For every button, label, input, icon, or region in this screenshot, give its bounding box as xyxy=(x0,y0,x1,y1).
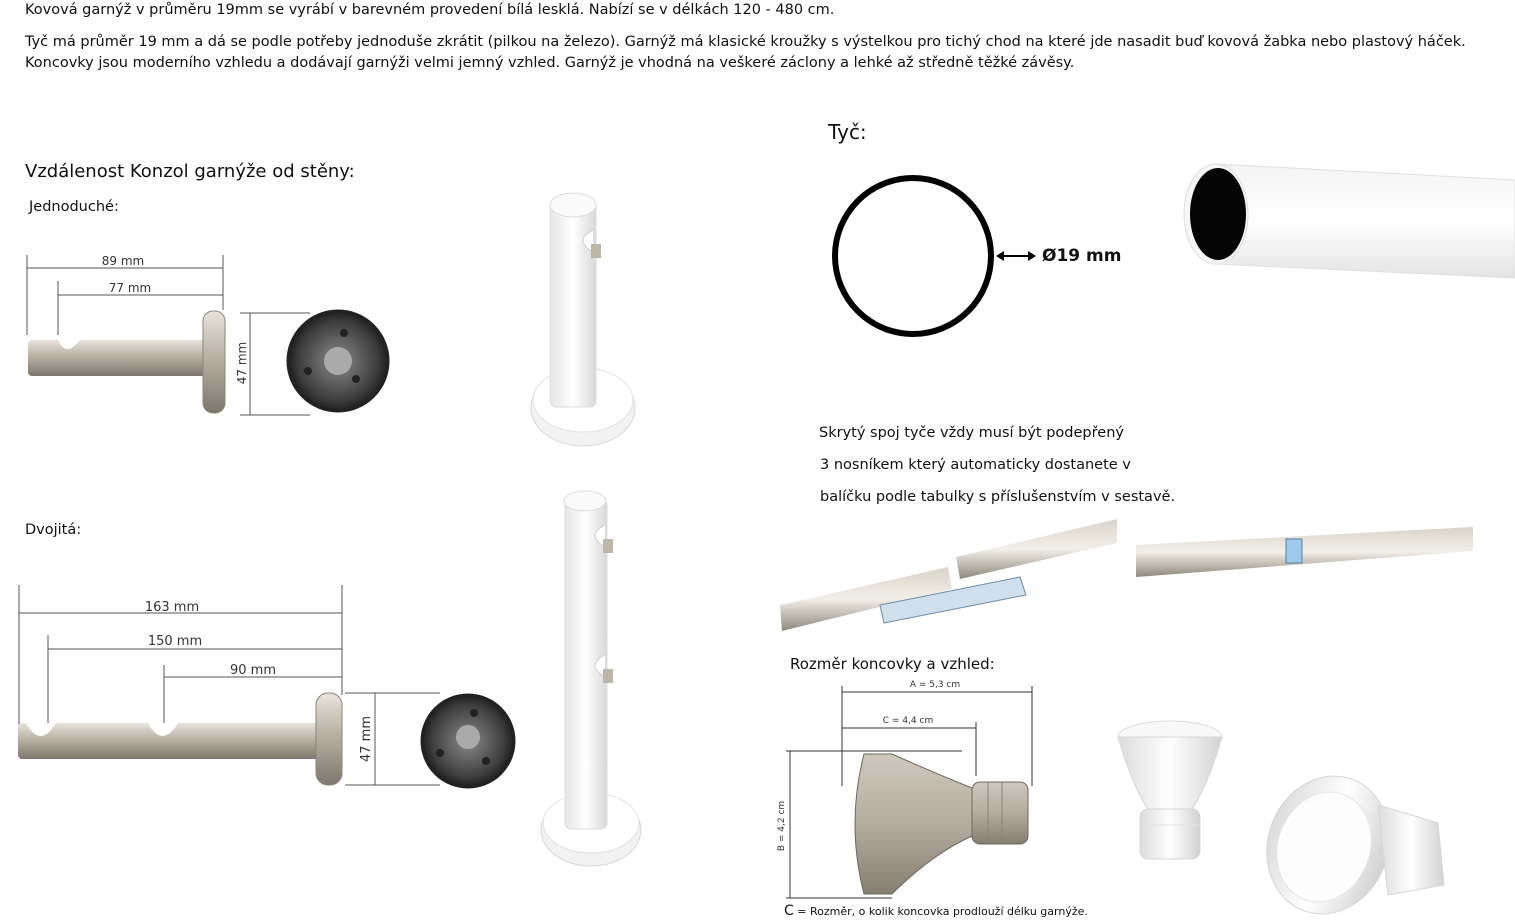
finial-photo xyxy=(1108,705,1453,920)
rod-joint-photo-closed xyxy=(1136,525,1476,585)
brackets-heading: Vzdálenost Konzol garnýže od stěny: xyxy=(25,161,355,182)
single-bracket-diagram xyxy=(18,245,398,425)
joint-note-line-1: Skrytý spoj tyče vždy musí být podepřený xyxy=(819,425,1124,441)
finial-caption-text: = Rozměr, o kolik koncovka prodlouží délku garnýže. xyxy=(793,905,1088,918)
finial-dim-c: C = 4,4 cm xyxy=(882,716,934,726)
finial-dim-a: A = 5,3 cm xyxy=(909,680,961,690)
joint-note-line-2: 3 nosníkem který automaticky dostanete v xyxy=(820,457,1131,473)
dim-47: 47 mm xyxy=(235,341,249,385)
finial-caption xyxy=(784,903,1088,919)
double-bracket-diagram xyxy=(10,585,520,795)
rod-photo xyxy=(1180,150,1515,280)
finial-dim-b: B = 4,2 cm xyxy=(777,800,787,852)
dim-47-double: 47 mm xyxy=(359,715,374,763)
intro-line-1: Kovová garnýž v průměru 19mm se vyrábí v barevném provedení bílá lesklá. Nabízí se v délkách 120 - 480 cm. xyxy=(25,2,835,18)
finial-dimension-diagram xyxy=(772,676,1047,904)
double-bracket-label: Dvojitá: xyxy=(25,522,82,538)
joint-note-line-3: balíčku podle tabulky s příslušenstvím v sestavě. xyxy=(820,489,1176,505)
dim-150: 150 mm xyxy=(147,634,203,649)
dim-77: 77 mm xyxy=(108,281,152,295)
rod-diameter: Ø19 mm xyxy=(1042,246,1122,266)
dim-163: 163 mm xyxy=(144,600,200,615)
single-bracket-photo xyxy=(515,160,660,470)
double-bracket-photo xyxy=(525,485,655,875)
dim-89: 89 mm xyxy=(101,254,145,268)
finial-heading: Rozměr koncovky a vzhled: xyxy=(790,655,995,673)
rod-cross-section xyxy=(830,172,1140,342)
rod-joint-photo-open xyxy=(780,515,1120,640)
single-bracket-label: Jednoduché: xyxy=(29,199,119,215)
intro-line-3: Koncovky jsou moderního vzhledu a dodávají garnýži velmi jemný vzhled. Garnýž je vhodná na veškeré záclony a lehké až středně těžké závěsy. xyxy=(25,55,1075,71)
dim-90: 90 mm xyxy=(229,663,277,678)
rod-heading: Tyč: xyxy=(828,120,867,144)
finial-caption-letter: C xyxy=(784,903,794,919)
intro-line-2: Tyč má průměr 19 mm a dá se podle potřeby jednoduše zkrátit (pilkou na železo). Garnýž má klasické kroužky s výstelkou pro tichý chod na které jde nasadit buď kovová žabka nebo plastový háček. xyxy=(25,34,1466,50)
